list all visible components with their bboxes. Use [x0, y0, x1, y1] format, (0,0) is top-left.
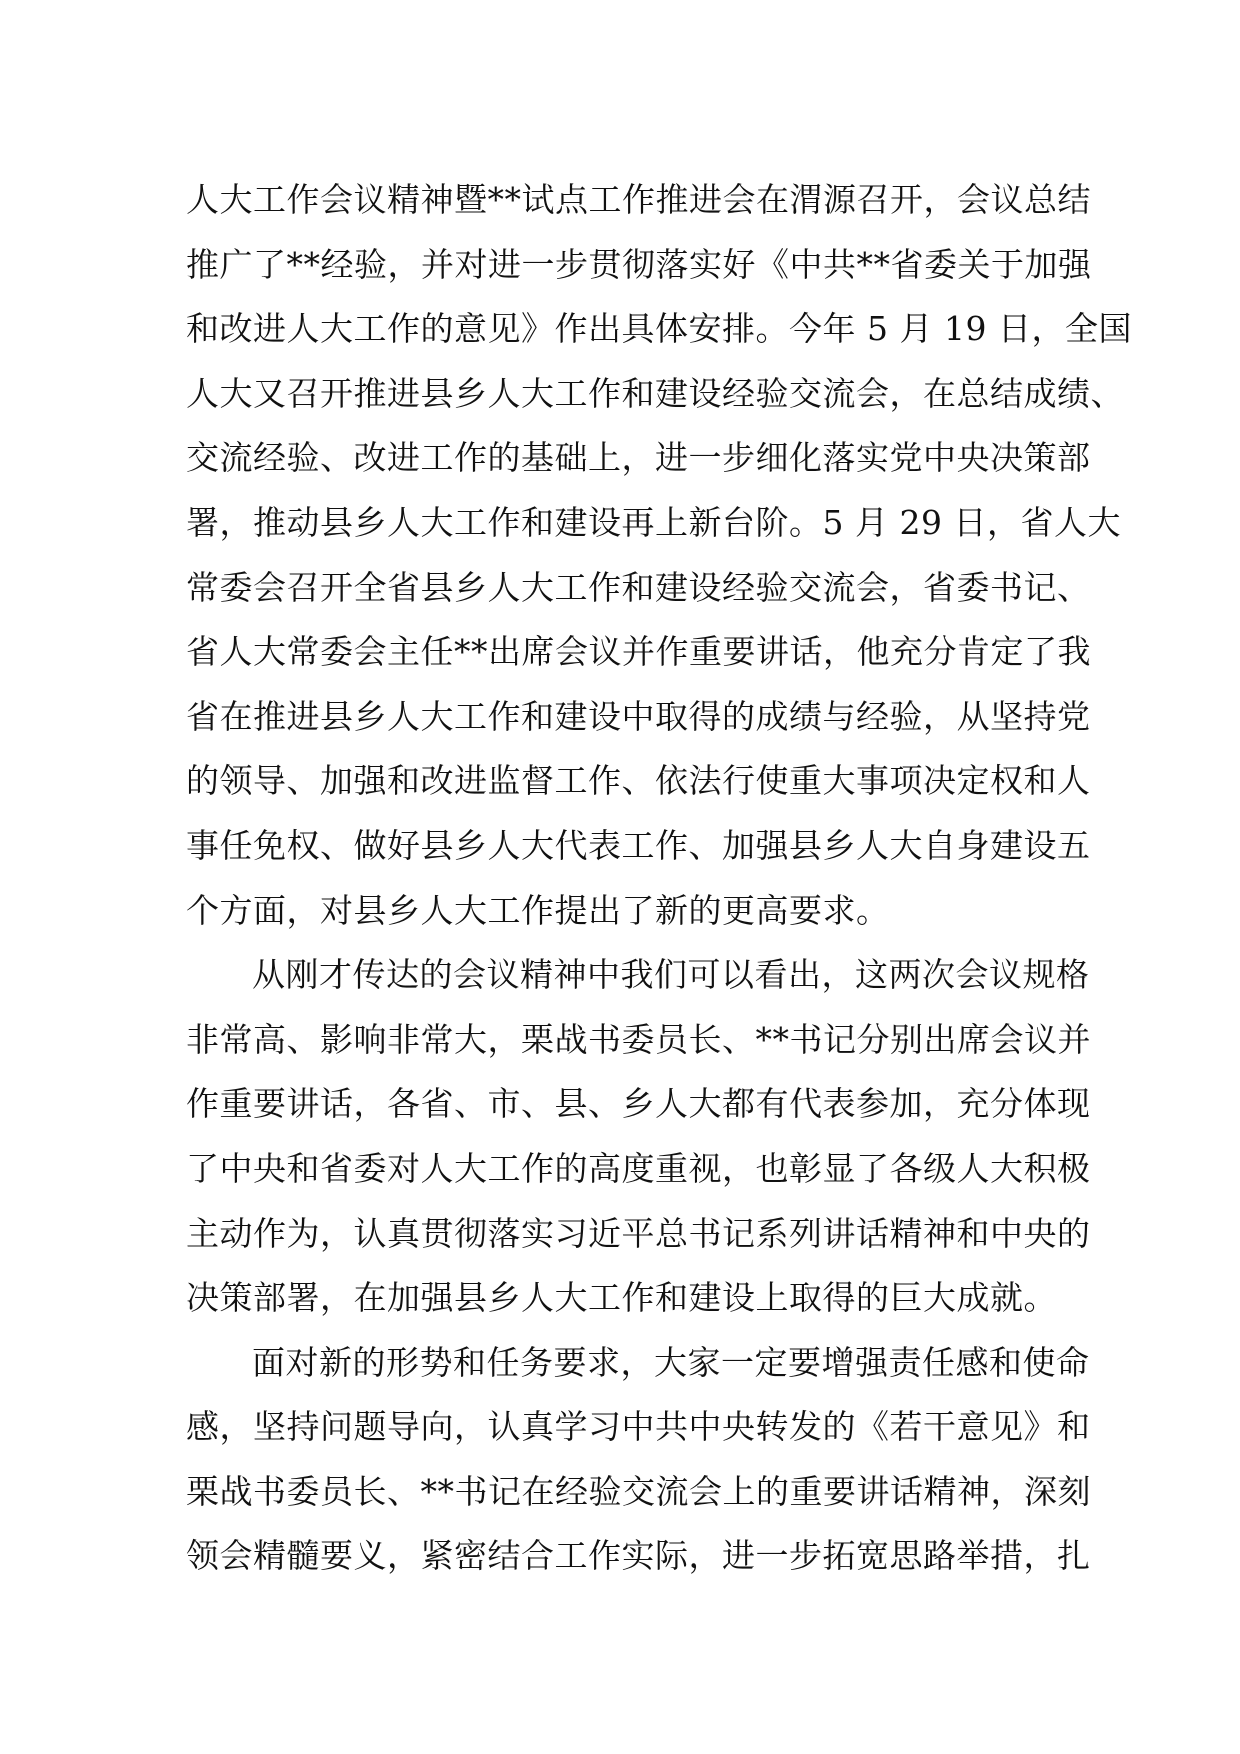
text-line: 推广了**经验，并对进一步贯彻落实好《中共**省委关于加强 — [186, 244, 1092, 284]
text-line: 和改进人大工作的意见》作出具体安排。今年 5 月 19 日，全国 — [186, 309, 1132, 349]
paragraph-start-line: 面对新的形势和任务要求，大家一定要增强责任感和使命 — [252, 1342, 1090, 1382]
text-line: 署，推动县乡人大工作和建设再上新台阶。5 月 29 日，省人大 — [186, 502, 1121, 542]
text-line: 感，坚持问题导向，认真学习中共中央转发的《若干意见》和 — [186, 1407, 1091, 1447]
text-line: 省人大常委会主任**出席会议并作重要讲话，他充分肯定了我 — [186, 632, 1091, 672]
text-line: 交流经验、改进工作的基础上，进一步细化落实党中央决策部 — [186, 438, 1091, 478]
text-line: 个方面，对县乡人大工作提出了新的更高要求。 — [186, 890, 890, 930]
text-line: 人大工作会议精神暨**试点工作推进会在渭源召开，会议总结 — [186, 180, 1091, 219]
text-line: 的领导、加强和改进监督工作、依法行使重大事项决定权和人 — [186, 761, 1091, 801]
paragraph-start-line: 从刚才传达的会议精神中我们可以看出，这两次会议规格 — [252, 955, 1090, 995]
text-line: 常委会召开全省县乡人大工作和建设经验交流会，省委书记、 — [186, 567, 1091, 607]
text-line: 领会精髓要义，紧密结合工作实际，进一步拓宽思路举措，扎 — [186, 1536, 1091, 1576]
text-line: 主动作为，认真贯彻落实习近平总书记系列讲话精神和中央的 — [186, 1213, 1091, 1253]
text-line: 非常高、影响非常大，栗战书委员长、**书记分别出席会议并 — [186, 1019, 1091, 1059]
text-line: 作重要讲话，各省、市、县、乡人大都有代表参加，充分体现 — [186, 1084, 1091, 1124]
document-body — [186, 168, 1132, 1589]
text-line: 省在推进县乡人大工作和建设中取得的成绩与经验，从坚持党 — [186, 696, 1091, 736]
text-line: 栗战书委员长、**书记在经验交流会上的重要讲话精神，深刻 — [186, 1471, 1091, 1511]
text-line: 人大又召开推进县乡人大工作和建设经验交流会，在总结成绩、 — [186, 373, 1124, 413]
text-line: 决策部署，在加强县乡人大工作和建设上取得的巨大成就。 — [186, 1278, 1057, 1318]
text-line: 事任免权、做好县乡人大代表工作、加强县乡人大自身建设五 — [186, 825, 1091, 865]
text-line: 了中央和省委对人大工作的高度重视，也彰显了各级人大积极 — [186, 1148, 1091, 1188]
